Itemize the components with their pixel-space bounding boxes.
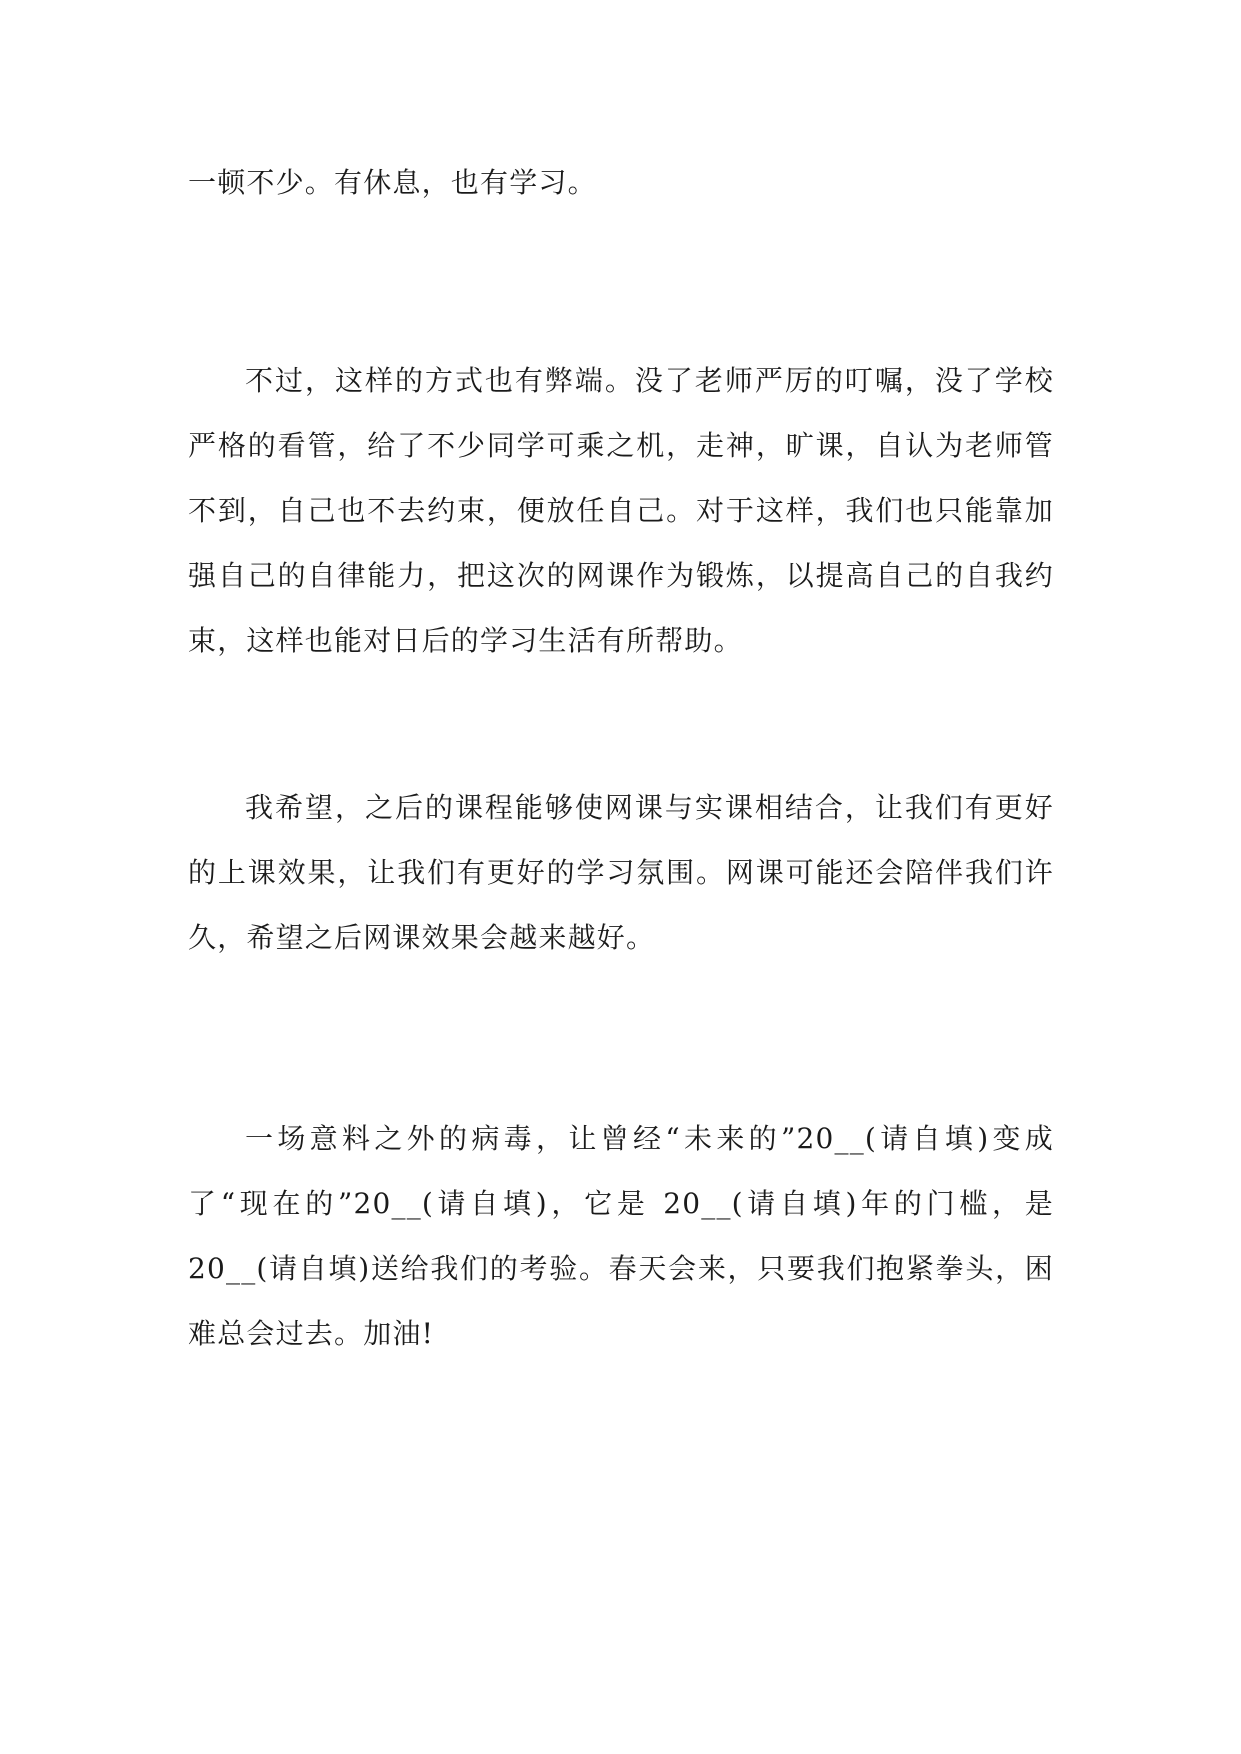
paragraph-closing: 一场意料之外的病毒，让曾经“未来的”20__(请自填)变成了“现在的”20__(请自填)，它是 20__(请自填)年的门槛，是 20__(请自填)送给我们的考验。春天会来，只要我们抱紧拳头，困难总会过去。加油! — [188, 1122, 1054, 1350]
paragraph-drawbacks: 不过，这样的方式也有弊端。没了老师严厉的叮嘱，没了学校严格的看管，给了不少同学可乘之机，走神，旷课，自认为老师管不到，自己也不去约束，便放任自己。对于这样，我们也只能靠加强自己的自律能力，把这次的网课作为锻炼，以提高自己的自我约束，这样也能对日后的学习生活有所帮助。 — [188, 364, 1054, 657]
paragraph-continuation: 一顿不少。有休息，也有学习。 — [188, 166, 597, 199]
paragraph-hope: 我希望，之后的课程能够使网课与实课相结合，让我们有更好的上课效果，让我们有更好的学习氛围。网课可能还会陪伴我们许久，希望之后网课效果会越来越好。 — [188, 791, 1054, 954]
